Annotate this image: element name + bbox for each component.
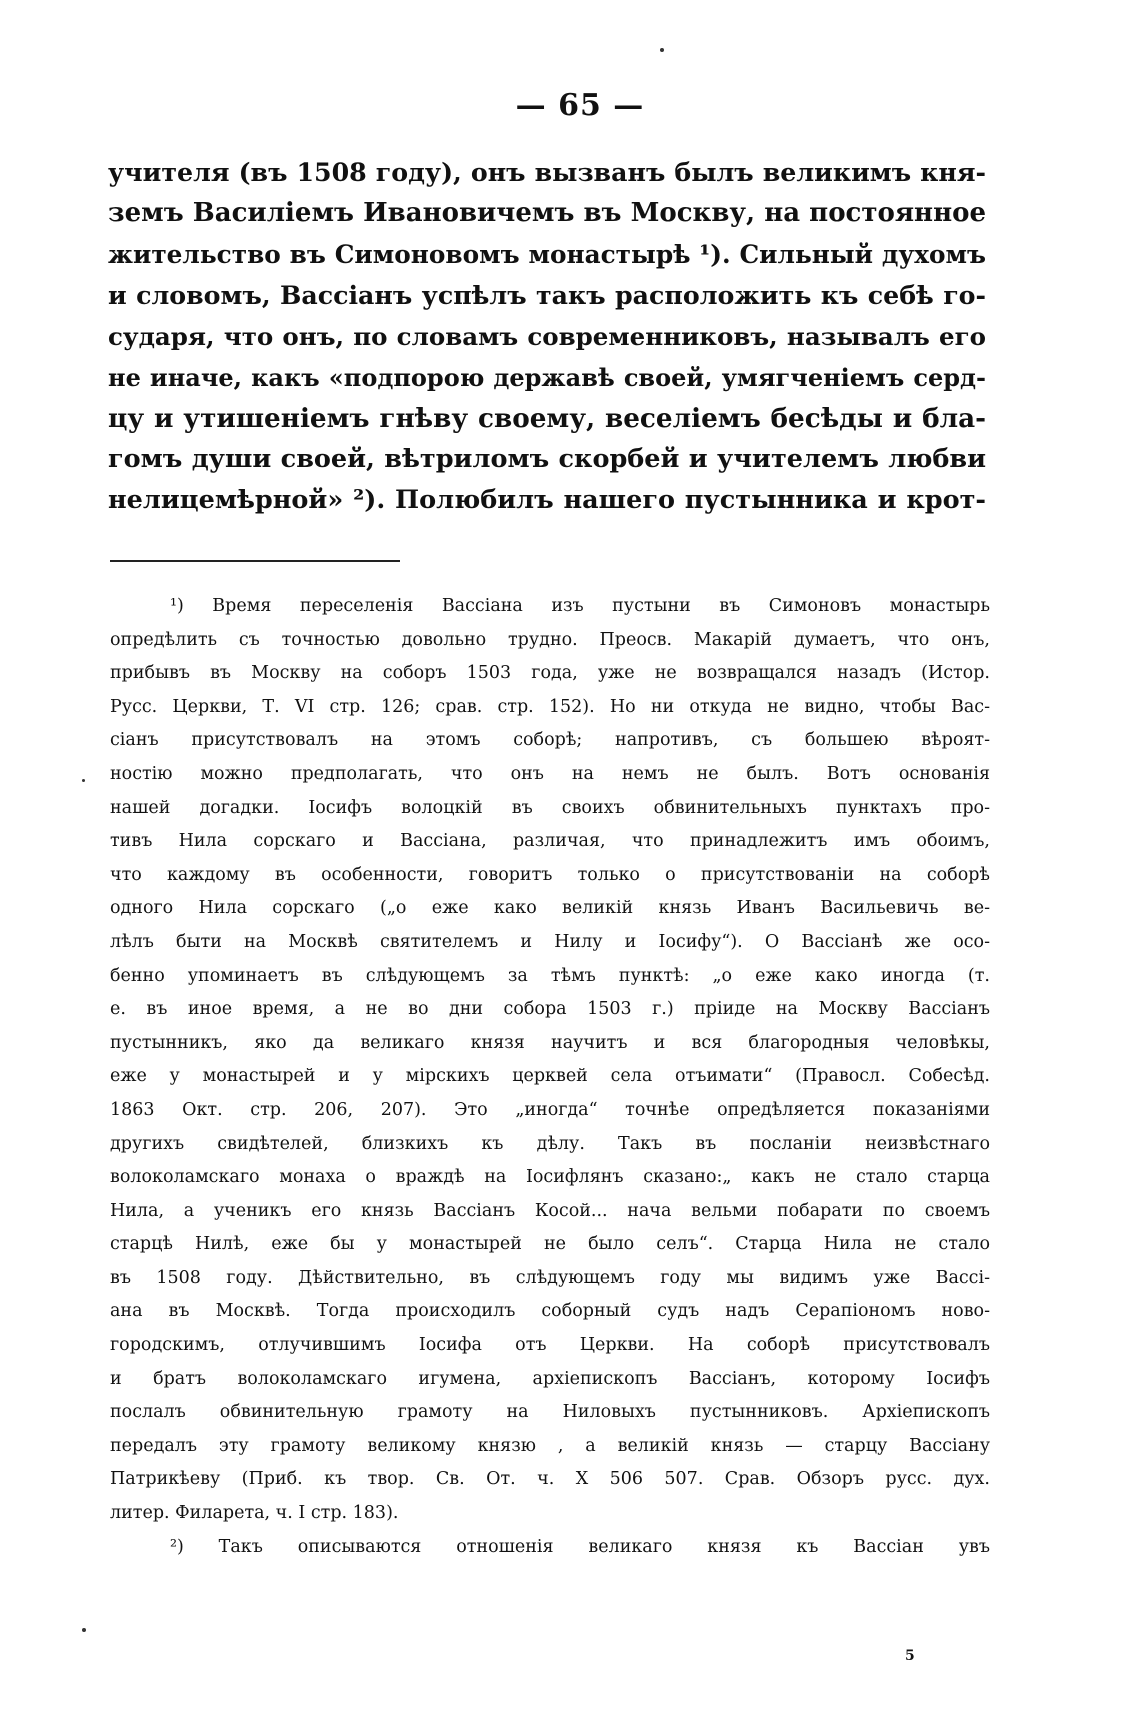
main-text-line: нелицемѣрной» ²). Полюбилъ нашего пустынника и крот- (108, 485, 986, 515)
footnote-line: ²) Такъ описываются отношенія великаго князя къ Вассіан увъ (170, 1536, 990, 1557)
footnote-line: пустынникъ, яко да великаго князя научитъ и вся благородныя человѣкы, (110, 1032, 990, 1053)
footnote-line: опредѣлить съ точностью довольно трудно. Преосв. Макарій думаетъ, что онъ, (110, 629, 990, 650)
footnote-line: передалъ эту грамоту великому князю , а великій князь — старцу Вассіану (110, 1435, 990, 1456)
main-text-line: земъ Василіемъ Ивановичемъ въ Москву, на постоянное (108, 198, 986, 228)
main-text-line: не иначе, какъ «подпорою державѣ своей, умягченіемъ серд- (108, 363, 986, 392)
footnote-line: литер. Филарета, ч. I стр. 183). (110, 1503, 399, 1524)
footnote-line: волоколамскаго монаха о враждѣ на Іосифлянъ сказано:„ какъ не стало старца (110, 1167, 990, 1188)
footnote-line: е. въ иное время, а не во дни собора 1503 г.) пріиде на Москву Вассіанъ (110, 999, 990, 1020)
footnote-line: Патрикѣеву (Приб. къ твор. Св. От. ч. X 506 507. Срав. Обзоръ русс. дух. (110, 1469, 990, 1490)
footnotes-block (110, 590, 990, 1564)
footnote-separator (110, 560, 400, 562)
footnote-line: 1863 Окт. стр. 206, 207). Это „иногда“ точнѣе опредѣляется показаніями (110, 1099, 990, 1120)
footnote-line: другихъ свидѣтелей, близкихъ къ дѣлу. Такъ въ посланіи неизвѣстнаго (110, 1133, 990, 1154)
ink-speck (82, 1628, 86, 1632)
ink-speck (82, 779, 85, 782)
footnote-line: послалъ обвинительную грамоту на Ниловыхъ пустынниковъ. Архіепископъ (110, 1402, 990, 1423)
footnote-line: ¹) Время переселенія Вассіана изъ пустыни въ Симоновъ монастырь (170, 596, 990, 616)
signature-mark: 5 (905, 1648, 915, 1664)
main-text-line: учителя (въ 1508 году), онъ вызванъ былъ великимъ кня- (108, 157, 986, 187)
footnote-line: и братъ волоколамскаго игумена, архіепископъ Вассіанъ, которому Іосифъ (110, 1368, 990, 1389)
main-text-line: сударя, что онъ, по словамъ современниковъ, называлъ его (108, 322, 986, 351)
footnote-line: нашей догадки. Іосифъ волоцкій въ своихъ обвинительныхъ пунктахъ про- (110, 797, 990, 818)
page-number: — 65 — (515, 88, 645, 123)
ink-speck (660, 48, 664, 52)
footnote-line: городскимъ, отлучившимъ Іосифа отъ Церкви. На соборѣ присутствовалъ (110, 1335, 990, 1356)
main-text-block (108, 152, 986, 521)
footnote-line: сіанъ присутствовалъ на этомъ соборѣ; напротивъ, съ большею вѣроят- (110, 730, 990, 751)
footnote-line: ана въ Москвѣ. Тогда происходилъ соборный судъ надъ Серапіономъ ново- (110, 1301, 990, 1322)
footnote-line: ностію можно предполагать, что онъ на немъ не былъ. Вотъ основанія (110, 763, 990, 784)
footnote-line: одного Нила сорскаго („о еже како великій князь Иванъ Васильевичь ве- (110, 898, 990, 919)
main-text-line: и словомъ, Вассіанъ успѣлъ такъ расположить къ себѣ го- (108, 280, 986, 310)
footnote-line: въ 1508 году. Дѣйствительно, въ слѣдующемъ году мы видимъ уже Вассі- (110, 1267, 990, 1288)
footnote-line: Русс. Церкви, Т. VI стр. 126; срав. стр. 152). Но ни откуда не видно, чтобы Вас- (110, 696, 990, 717)
footnote-line: тивъ Нила сорскаго и Вассіана, различая, что принадлежитъ имъ обоимъ, (110, 831, 990, 852)
footnote-line: лѣлъ быти на Москвѣ святителемъ и Нилу и Іосифу“). О Вассіанѣ же осо- (110, 931, 990, 952)
main-text-line: жительство въ Симоновомъ монастырѣ ¹). Сильный духомъ (108, 240, 986, 269)
footnote-line: старцѣ Нилѣ, еже бы у монастырей не было селъ“. Старца Нила не стало (110, 1234, 990, 1255)
footnote-line: что каждому въ особенности, говоритъ только о присутствованіи на соборѣ (110, 864, 990, 885)
main-text-line: гомъ души своей, вѣтриломъ скорбей и учителемъ любви (108, 444, 986, 474)
footnote-line: бенно упоминаетъ въ слѣдующемъ за тѣмъ пунктѣ: „о еже како иногда (т. (110, 965, 990, 986)
footnote-line: Нила, а ученикъ его князь Вассіанъ Косой... нача вельми побарати по своемъ (110, 1200, 990, 1221)
footnote-line: еже у монастырей и у мірскихъ церквей села отъимати“ (Правосл. Собесѣд. (110, 1066, 990, 1087)
main-text-line: цу и утишеніемъ гнѣву своему, веселіемъ бесѣды и бла- (108, 403, 986, 434)
footnote-line: прибывъ въ Москву на соборъ 1503 года, уже не возвращался назадъ (Истор. (110, 663, 990, 684)
